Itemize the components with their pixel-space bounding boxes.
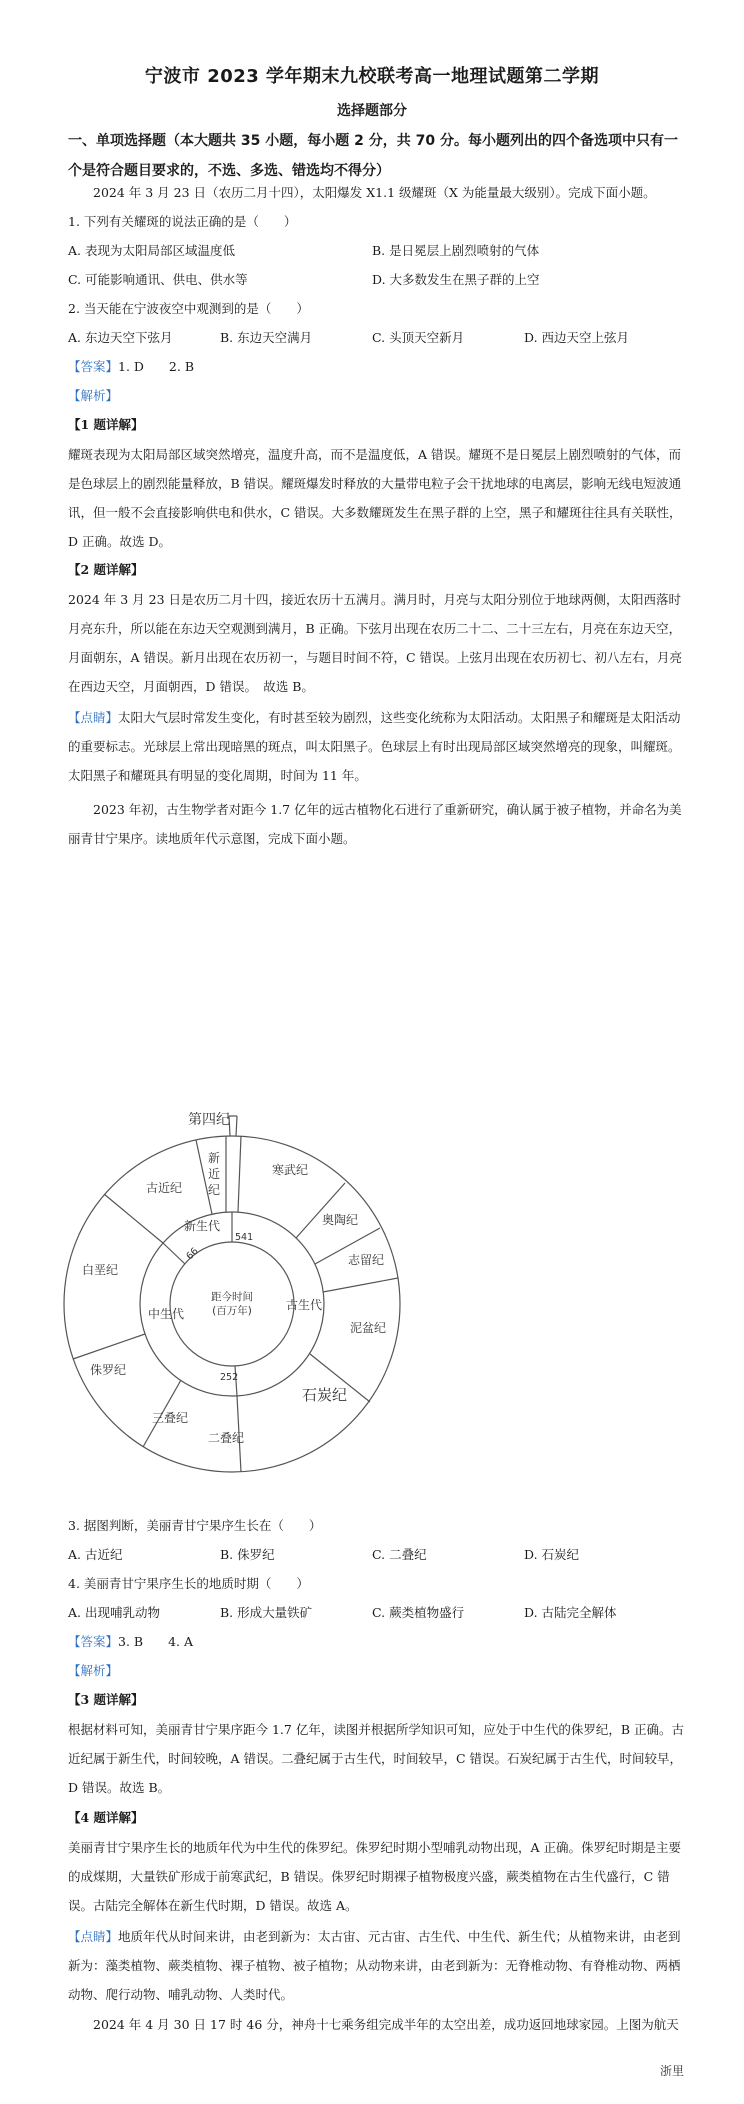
period-neogene-1: 新 [208, 1151, 221, 1165]
q2-option-c: C. 头顶天空新月 [372, 330, 465, 345]
intro-solar-flare: 2024 年 3 月 23 日（农历二月十四），太阳爆发 X1.1 级耀斑（X 为能量最大级别）。完成下面小题。 [93, 185, 656, 200]
q3-detail-body: 根据材料可知，美丽青甘宁果序距今 1.7 亿年，读图并根据所学知识可知，应处于中生代的侏罗纪，B 正确。古近纪属于新生代，时间较晚，A 错误。二叠纪属于古生代，时间较早，C 错误。石炭纪属于古生代，时间较早，D 错误。故选 B。 [68, 1722, 684, 1795]
quaternary-line-2 [236, 1116, 237, 1136]
q2-option-a: A. 东边天空下弦月 [68, 330, 173, 345]
answer-text: 1. D 2. B [118, 359, 195, 374]
answer-text: 3. B 4. A [118, 1634, 194, 1649]
dianjing-body: 太阳大气层时常发生变化，有时甚至较为剧烈，这些变化统称为太阳活动。太阳黑子和耀斑是太阳活动的重要标志。光球层上常出现暗黑的斑点，叫太阳黑子。色球层上有时出现局部区域突然增亮的现象，叫耀斑。太阳黑子和耀斑具有明显的变化周期，时间为 11 年。 [68, 710, 681, 783]
q3-option-b: B. 侏罗纪 [220, 1547, 275, 1562]
period-ordovician: 奥陶纪 [322, 1213, 359, 1227]
outer-ring [64, 1136, 400, 1472]
center-label-1: 距今时间 [211, 1291, 253, 1303]
label-quaternary: 第四纪 [188, 1112, 230, 1128]
page-title: 宁波市 2023 学年期末九校联考高一地理试题第二学期 [144, 66, 600, 87]
q3-option-a: A. 古近纪 [68, 1547, 123, 1562]
period-divider-8 [73, 1334, 145, 1359]
q4-option-a: A. 出现哺乳动物 [68, 1605, 160, 1620]
q1-detail-body: 耀斑表现为太阳局部区域突然增亮，温度升高，而不是温度低，A 错误。耀斑不是日冕层上剧烈喷射的气体，而是色球层上的剧烈能量释放，B 错误。耀斑爆发时释放的大量带电粒子会干扰地球的电离层，影响无线电短波通讯，但一般不会直接影响供电和供水，C 错误。大多数耀斑发生在黑子群的上空，黑子和耀斑往往具有关联性，D 正确。故选 D。 [68, 447, 682, 549]
period-neogene-2: 近 [208, 1167, 221, 1181]
dianjing-label: 【点睛】 [68, 1929, 119, 1944]
q1-option-b: B. 是日冕层上剧烈喷射的气体 [372, 243, 540, 258]
inner-ring [170, 1242, 294, 1366]
q2-option-d: D. 西边天空上弦月 [524, 330, 630, 345]
period-neogene-3: 纪 [208, 1183, 221, 1197]
q4-option-c: C. 蕨类植物盛行 [372, 1605, 465, 1620]
q1-option-d: D. 大多数发生在黑子群的上空 [372, 272, 540, 287]
intro-fossil: 2023 年初，古生物学者对距今 1.7 亿年的远古植物化石进行了重新研究，确认属于被子植物，并命名为美丽青甘宁果序。读地质年代示意图，完成下面小题。 [68, 802, 682, 846]
q1-option-a: A. 表现为太阳局部区域温度低 [68, 243, 235, 258]
footer-watermark: 浙里 [659, 2064, 684, 2078]
geologic-time-diagram [60, 1112, 410, 1492]
tick-66: 66 [184, 1245, 201, 1263]
q3-detail-heading: 【3 题详解】 [68, 1692, 144, 1707]
era-mesozoic: 中生代 [148, 1307, 185, 1321]
answer-2 [68, 1632, 193, 1650]
geologic-wheel-svg [60, 1112, 410, 1492]
answer-label: 【答案】 [68, 359, 119, 374]
q4-option-b: B. 形成大量铁矿 [220, 1605, 313, 1620]
dianjing-1 [68, 703, 688, 790]
dianjing-2 [68, 1922, 688, 2009]
period-carboniferous: 石炭纪 [302, 1386, 348, 1404]
period-devonian: 泥盆纪 [350, 1321, 387, 1335]
era-divider-66 [163, 1243, 185, 1264]
period-cretaceous: 白垩纪 [82, 1263, 119, 1277]
period-divider-2 [296, 1183, 345, 1238]
section-heading: 一、单项选择题（本大题共 35 小题，每小题 2 分，共 70 分。每小题列出的四个备选项中只有一个是符合题目要求的，不选、多选、错选均不得分） [68, 133, 678, 179]
answer-label: 【答案】 [68, 1634, 119, 1649]
q2-option-b: B. 东边天空满月 [220, 330, 313, 345]
q4-detail-body: 美丽青甘宁果序生长的地质年代为中生代的侏罗纪。侏罗纪时期小型哺乳动物出现，A 正确。侏罗纪时期是主要的成煤期，大量铁矿形成于前寒武纪，B 错误。侏罗纪时期裸子植物极度兴盛，蕨类植物在古生代盛行，C 错误。古陆完全解体在新生代时期，D 错误。故选 A。 [68, 1840, 682, 1913]
period-triassic: 三叠纪 [152, 1411, 189, 1425]
era-cenozoic: 新生代 [184, 1219, 221, 1233]
era-paleozoic: 古生代 [286, 1298, 323, 1312]
answer-1 [68, 357, 194, 375]
period-silurian: 志留纪 [348, 1253, 385, 1267]
q1-stem: 1. 下列有关耀斑的说法正确的是（ ） [68, 214, 297, 229]
period-permian: 二叠纪 [208, 1431, 245, 1445]
period-paleogene: 古近纪 [146, 1181, 183, 1195]
q4-stem: 4. 美丽青甘宁果序生长的地质时期（ ） [68, 1576, 309, 1591]
analysis-label-2: 【解析】 [68, 1663, 119, 1678]
q2-stem: 2. 当天能在宁波夜空中观测到的是（ ） [68, 301, 309, 316]
q3-option-c: C. 二叠纪 [372, 1547, 427, 1562]
period-cambrian: 寒武纪 [272, 1163, 309, 1177]
q4-detail-heading: 【4 题详解】 [68, 1810, 144, 1825]
analysis-label-1: 【解析】 [68, 388, 119, 403]
period-jurassic: 侏罗纪 [90, 1363, 127, 1377]
dianjing-body: 地质年代从时间来讲，由老到新为：太古宙、元古宙、古生代、中生代、新生代；从植物来讲，由老到新为：藻类植物、蕨类植物、裸子植物、被子植物；从动物来讲，由老到新为：无脊椎动物、有脊椎动物、两栖动物、爬行动物、哺乳动物、人类时代。 [68, 1929, 681, 2002]
center-label-2: (百万年) [212, 1305, 252, 1317]
tick-252: 252 [220, 1372, 239, 1383]
q1-option-c: C. 可能影响通讯、供电、供水等 [68, 272, 248, 287]
section-subtitle: 选择题部分 [337, 103, 407, 119]
q3-stem: 3. 据图判断，美丽青甘宁果序生长在（ ） [68, 1518, 322, 1533]
intro-shenzhou: 2024 年 4 月 30 日 17 时 46 分，神舟十七乘务组完成半年的太空出差，成功返回地球家园。上图为航天 [93, 2017, 679, 2032]
q1-detail-heading: 【1 题详解】 [68, 417, 144, 432]
q4-option-d: D. 古陆完全解体 [524, 1605, 617, 1620]
tick-541: 541 [235, 1232, 254, 1243]
period-divider-1 [238, 1136, 241, 1212]
dianjing-label: 【点睛】 [68, 710, 119, 725]
q3-option-d: D. 石炭纪 [524, 1547, 580, 1562]
q2-detail-heading: 【2 题详解】 [68, 562, 144, 577]
period-divider-4 [323, 1278, 398, 1292]
q2-detail-body: 2024 年 3 月 23 日是农历二月十四，接近农历十五满月。满月时，月亮与太阳分别位于地球两侧，太阳西落时月亮东升，所以能在东边天空观测到满月，B 正确。下弦月出现在农历二十二、二十三左右，月亮在东边天空，月面朝东，A 错误。新月出现在农历初一，与题目时间不符，C 错误。上弦月出现在农历初七、初八左右，月亮在西边天空，月面朝西，D 错误。 故选 B。 [68, 592, 683, 694]
period-divider-9 [104, 1194, 163, 1243]
